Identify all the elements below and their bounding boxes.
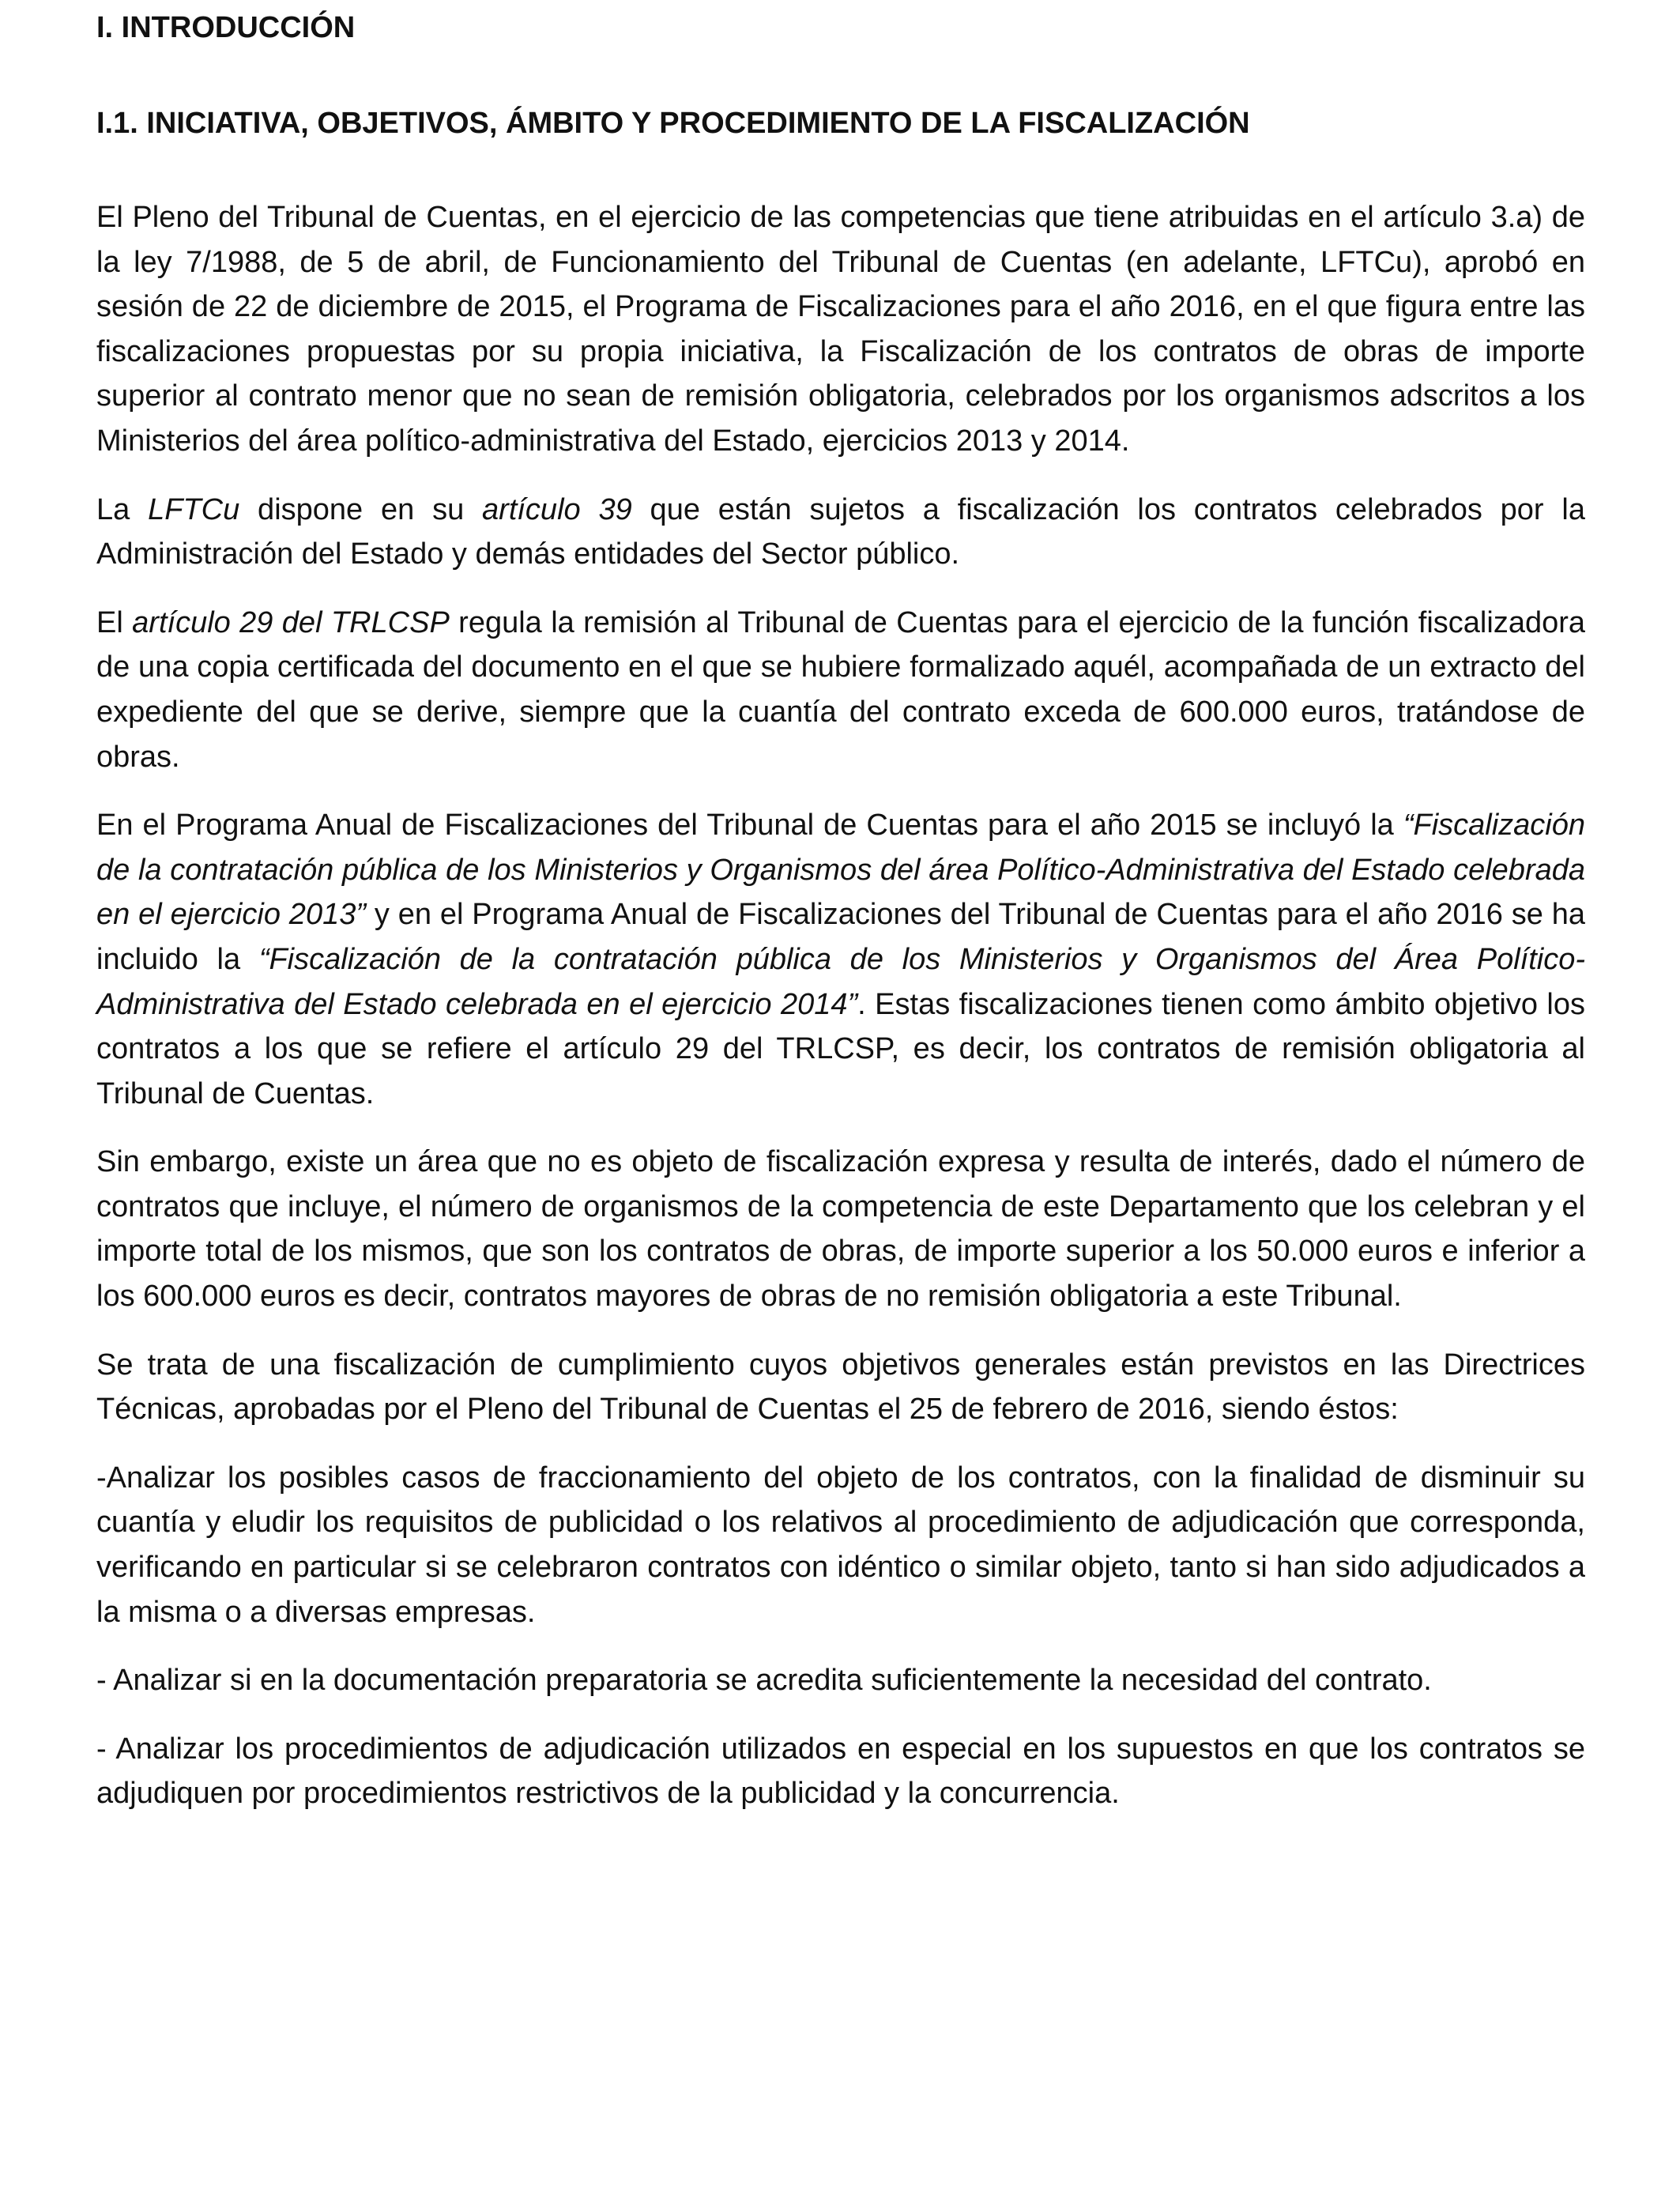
text-run: En el Programa Anual de Fiscalizaciones del Tribunal de Cuentas para el año 2015 se incluyó la (96, 809, 1403, 843)
italic-text-run: artículo 29 del TRLCSP (132, 605, 450, 639)
text-run: que están sujetos a fiscalización los contratos celebrados por la Administración del Estado y demás entidades del Sector público. (96, 492, 1585, 571)
body-paragraph (96, 1658, 1585, 1703)
section-title: I. INTRODUCCIÓN (96, 11, 356, 44)
document-body (96, 195, 1585, 1816)
text-run: -Analizar los posibles casos de fraccionamiento del objeto de los contratos, con la finalidad de disminuir su cuantía y eludir los requisitos de publicidad o los relativos al procedimiento de adjudicación que corresponda, verificando en particular si se celebraron contratos con idéntico o similar objeto, tanto si han sido adjudicados a la misma o a diversas empresas. (96, 1461, 1585, 1629)
text-run: Sin embargo, existe un área que no es objeto de fiscalización expresa y resulta de interés, dado el número de contratos que incluye, el número de organismos de la competencia de este Departamento que los celebran y el importe total de los mismos, que son los contratos de obras, de importe superior a los 50.000 euros e inferior a los 600.000 euros es decir, contratos mayores de obras de no remisión obligatoria a este Tribunal. (96, 1145, 1585, 1314)
text-run: La (96, 492, 149, 526)
body-paragraph (96, 601, 1585, 779)
body-paragraph (96, 1727, 1585, 1816)
text-run: . Estas fiscalizaciones tienen como ámbito objetivo los contratos a los que se refiere el artículo 29 del TRLCSP, es decir, los contratos de remisión obligatoria al Tribunal de Cuentas. (96, 987, 1585, 1110)
text-run: dispone en su (239, 492, 483, 526)
italic-text-run: LFTCu (148, 492, 240, 526)
body-paragraph (96, 195, 1585, 464)
italic-text-run: “Fiscalización de la contratación pública de los Ministerios y Organismos del área Político-Administrativa del Estado celebrada en el ejercicio 2013” (96, 809, 1585, 932)
body-paragraph (96, 488, 1585, 577)
body-paragraph (96, 803, 1585, 1116)
body-paragraph (96, 1343, 1585, 1432)
text-run: - Analizar si en la documentación preparatoria se acredita suficientemente la necesidad del contrato. (96, 1664, 1432, 1698)
italic-text-run: artículo 39 (482, 492, 632, 526)
text-run: - Analizar los procedimientos de adjudicación utilizados en especial en los supuestos en que los contratos se adjudiquen por procedimientos restrictivos de la publicidad y la concurrencia. (96, 1732, 1585, 1811)
italic-text-run: “Fiscalización de la contratación pública de los Ministerios y Organismos del Área Político-Administrativa del Estado celebrada en el ejercicio 2014” (96, 942, 1585, 1021)
text-run: El (96, 605, 133, 639)
text-run: Se trata de una fiscalización de cumplimiento cuyos objetivos generales están previstos en las Directrices Técnicas, aprobadas por el Pleno del Tribunal de Cuentas el 25 de febrero de 2016, siendo éstos: (96, 1348, 1585, 1427)
text-run: y en el Programa Anual de Fiscalizaciones del Tribunal de Cuentas para el año 2016 se ha incluido la (96, 898, 1585, 976)
text-run: regula la remisión al Tribunal de Cuentas para el ejercicio de la función fiscalizadora de una copia certificada del documento en el que se hubiere formalizado aquél, acompañada de un extracto del expediente del que se derive, siempre que la cuantía del contrato exceda de 600.000 euros, tratándose de obras. (96, 605, 1586, 774)
text-run: El Pleno del Tribunal de Cuentas, en el ejercicio de las competencias que tiene atribuidas en el artículo 3.a) de la ley 7/1988, de 5 de abril, de Funcionamiento del Tribunal de Cuentas (en adelante, LFTCu), aprobó en sesión de 22 de diciembre de 2015, el Programa de Fiscalizaciones para el año 2016, en el que figura entre las fiscalizaciones propuestas por su propia iniciativa, la Fiscalización de los contratos de obras de importe superior al contrato menor que no sean de remisión obligatoria, celebrados por los organismos adscritos a los Ministerios del área político-administrativa del Estado, ejercicios 2013 y 2014. (96, 201, 1585, 458)
body-paragraph (96, 1456, 1585, 1634)
subsection-title: I.1. INICIATIVA, OBJETIVOS, ÁMBITO Y PROCEDIMIENTO DE LA FISCALIZACIÓN (96, 107, 1250, 140)
body-paragraph (96, 1140, 1585, 1318)
